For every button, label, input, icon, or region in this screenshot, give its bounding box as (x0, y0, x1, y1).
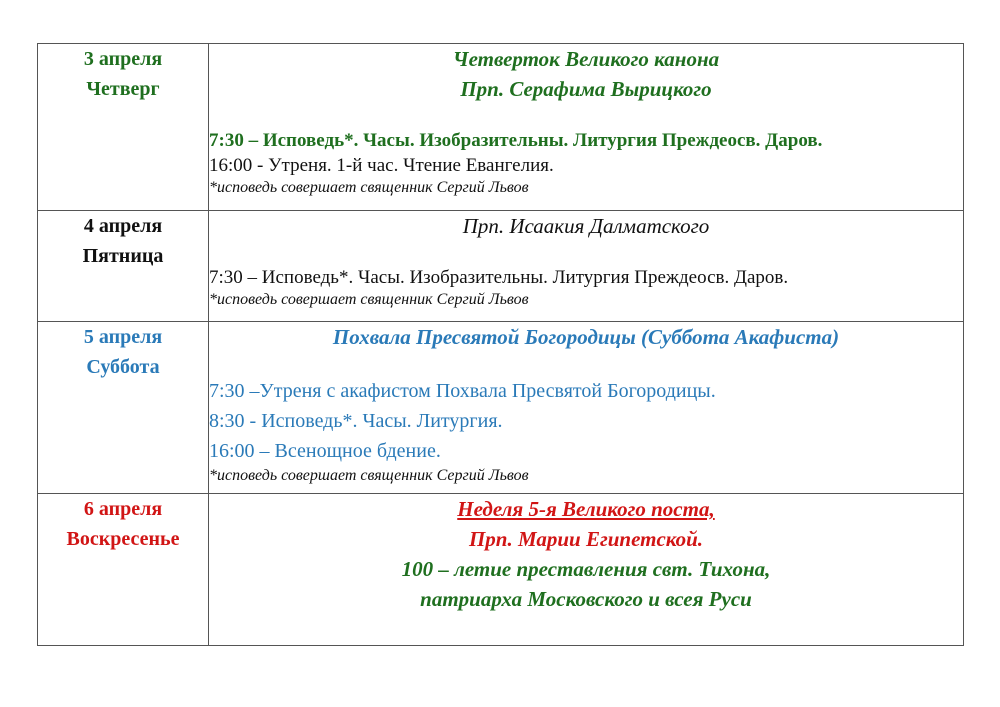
confession-note: *исповедь совершает священник Сергий Львов (209, 179, 529, 196)
info-cell (209, 322, 964, 494)
feast-title: Неделя 5-я Великого поста, (457, 497, 715, 521)
date-label: 5 апреля (83, 326, 163, 348)
confession-note: *исповедь совершает священник Сергий Львов (209, 291, 529, 308)
weekday-label: Пятница (82, 245, 164, 267)
day-cell (38, 322, 209, 494)
schedule-table (37, 43, 964, 646)
table-row (38, 494, 964, 646)
feast-title: Четверток Великого канона (452, 47, 720, 71)
date-label: 6 апреля (83, 498, 163, 520)
weekday-label: Суббота (86, 356, 160, 378)
confession-note: *исповедь совершает священник Сергий Львов (209, 467, 529, 484)
info-cell (209, 44, 964, 211)
weekday-label: Воскресенье (66, 528, 180, 550)
service-line: 16:00 - Утреня. 1-й час. Чтение Евангелия. (209, 155, 554, 176)
day-cell (38, 44, 209, 211)
table-row (38, 44, 964, 211)
feast-subtitle: Прп. Серафима Вырицкого (460, 77, 712, 101)
feast-subtitle: Прп. Марии Египетской. (468, 527, 704, 551)
table-row (38, 322, 964, 494)
service-line: 16:00 – Всенощное бдение. (209, 440, 441, 462)
info-cell (209, 211, 964, 322)
feast-title: Похвала Пресвятой Богородицы (Суббота Акафиста) (332, 325, 840, 349)
service-line: 8:30 - Исповедь*. Часы. Литургия. (209, 410, 503, 432)
service-line: 7:30 – Исповедь*. Часы. Изобразительны. Литургия Преждеосв. Даров. (209, 267, 789, 288)
commemoration-line: патриарха Московского и всея Руси (420, 587, 752, 611)
service-line: 7:30 – Исповедь*. Часы. Изобразительны. Литургия Преждеосв. Даров. (209, 130, 823, 151)
weekday-label: Четверг (86, 78, 160, 100)
feast-title: Прп. Исаакия Далматского (462, 214, 710, 238)
date-label: 4 апреля (83, 215, 163, 237)
service-line: 7:30 –Утреня с акафистом Похвала Пресвятой Богородицы. (209, 380, 716, 402)
day-cell (38, 211, 209, 322)
day-cell (38, 494, 209, 646)
info-cell (209, 494, 964, 646)
table-row (38, 211, 964, 322)
date-label: 3 апреля (83, 48, 163, 70)
commemoration-line: 100 – летие преставления свт. Тихона, (401, 557, 771, 581)
